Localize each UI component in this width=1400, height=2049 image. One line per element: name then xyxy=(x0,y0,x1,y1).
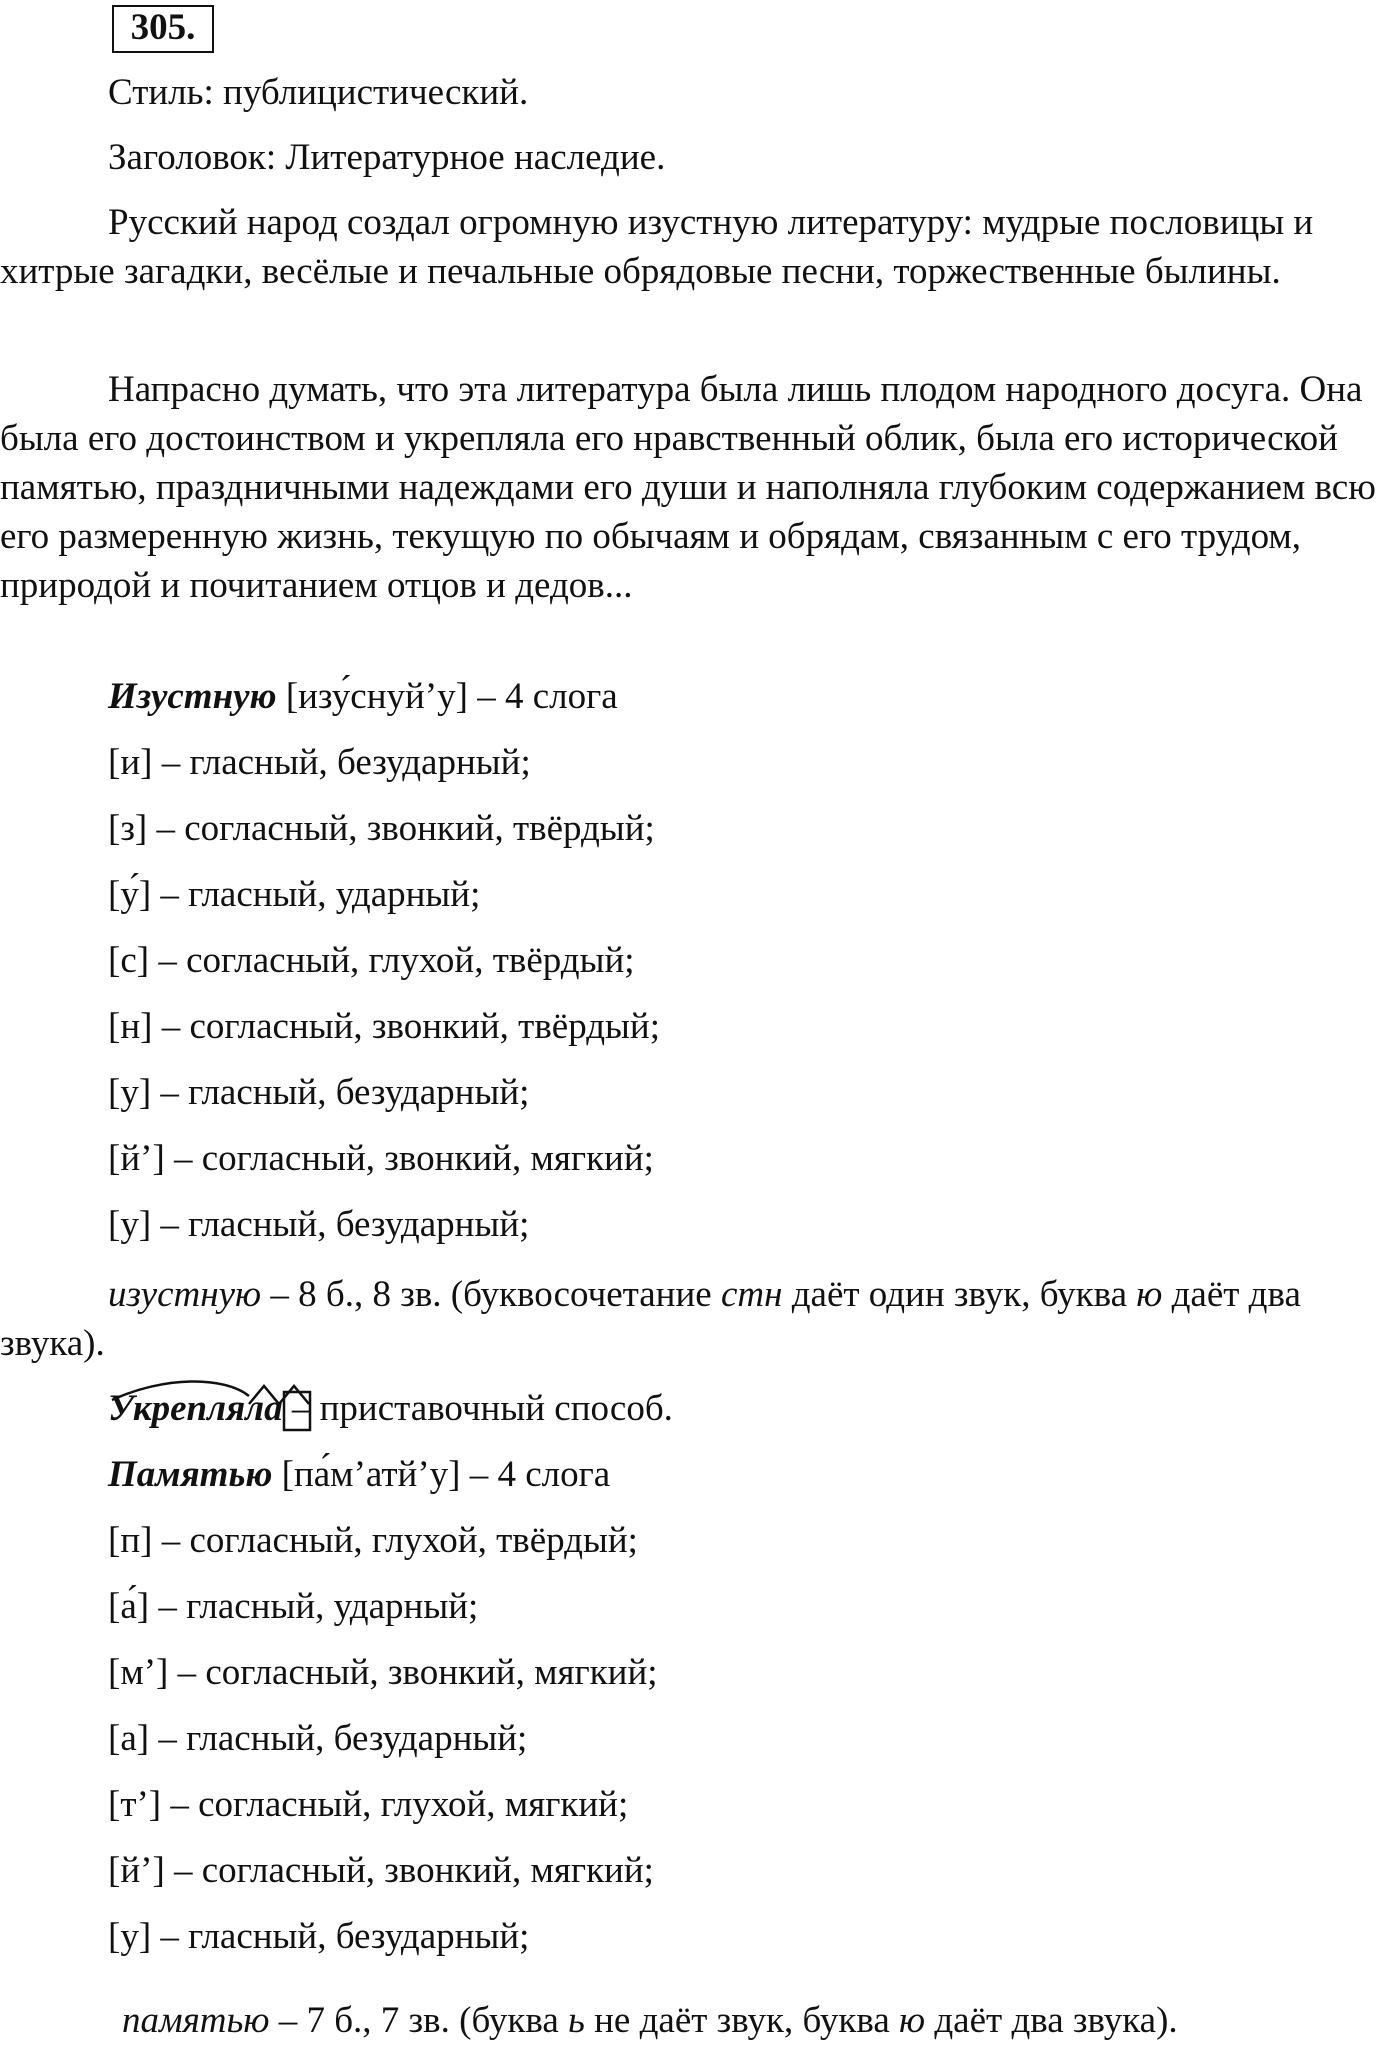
word1-summary-letters1: стн xyxy=(720,1274,783,1315)
word3-summary xyxy=(122,1996,1392,2045)
word3-summary-letters2: ю xyxy=(899,2000,926,2041)
word3-summary-word: памятью xyxy=(122,2000,270,2041)
morpheme-marks xyxy=(104,1378,319,1434)
word1-sound-1: [и] – гласный, безударный; xyxy=(108,742,531,783)
word3-summary-letters1: ь xyxy=(568,2000,585,2041)
word1-sound-6: [у] – гласный, безударный; xyxy=(108,1072,530,1113)
word1-sound-2: [з] – согласный, звонкий, твёрдый; xyxy=(108,808,655,849)
word3-sound-3: [м’] – согласный, звонкий, мягкий; xyxy=(108,1652,658,1693)
style-line: Стиль: публицистический. xyxy=(108,72,529,113)
word1-summary-part3: даёт два звука). xyxy=(0,1274,1301,1364)
word3-sound-1: [п] – согласный, глухой, твёрдый; xyxy=(108,1520,638,1561)
paragraph-2: Напрасно думать, что эта литература была лишь плодом народного досуга. Она была его достоинством и укрепляла его нравственный облик, была его исторической памятью, праздничными надеждами его души и наполняла глубоким содержанием всю его размеренную жизнь, текущую по обычаям и обрядам, связанным с его трудом, природой и почитанием отцов и дедов... xyxy=(0,369,1376,606)
word3-word: Памятью xyxy=(108,1454,273,1495)
word3-heading xyxy=(108,1450,1398,1499)
word1-summary-part1: – 8 б., 8 зв. (буквосочетание xyxy=(261,1274,721,1315)
word1-word: Изустную xyxy=(108,676,277,717)
title-line: Заголовок: Литературное наследие. xyxy=(108,137,666,178)
suffix-mark xyxy=(249,1386,309,1404)
morpheme-analysis xyxy=(108,1384,283,1433)
word3-sound-4: [а] – гласный, безударный; xyxy=(108,1718,528,1759)
word3-sound-2: [а́] – гласный, ударный; xyxy=(108,1586,479,1627)
ending-box xyxy=(284,1392,310,1430)
word1-sound-7: [й’] – согласный, звонкий, мягкий; xyxy=(108,1138,654,1179)
word3-summary-part3: даёт два звука). xyxy=(925,2000,1178,2041)
word3-summary-part1: – 7 б., 7 зв. (буква xyxy=(269,2000,568,2041)
word2-line xyxy=(108,1384,1398,1433)
word1-sound-4: [с] – согласный, глухой, твёрдый; xyxy=(108,940,635,981)
word1-sound-5: [н] – согласный, звонкий, твёрдый; xyxy=(108,1006,660,1047)
root-arc xyxy=(112,1381,249,1400)
word3-summary-part2: не даёт звук, буква xyxy=(584,2000,900,2041)
word3-sound-6: [й’] – согласный, звонкий, мягкий; xyxy=(108,1850,654,1891)
word3-transcription: [па́м’атй’у] – 4 слога xyxy=(272,1454,611,1495)
word2-word: Укрепляла xyxy=(108,1388,283,1429)
word3-sound-5: [т’] – согласный, глухой, мягкий; xyxy=(108,1784,629,1825)
exercise-number: 305. xyxy=(112,5,214,53)
word1-summary xyxy=(0,1270,1400,1368)
word1-summary-word: изустную xyxy=(108,1274,262,1315)
word1-transcription: [изу́снуй’у] – 4 слога xyxy=(276,676,618,717)
word1-heading xyxy=(108,672,1398,721)
paragraph-1: Русский народ создал огромную изустную литературу: мудрые пословицы и хитрые загадки, весёлые и печальные обрядовые песни, торжественные былины. xyxy=(0,202,1314,292)
word1-sound-3: [у́] – гласный, ударный; xyxy=(108,874,481,915)
word1-summary-part2: даёт один звук, буква xyxy=(782,1274,1137,1315)
word2-method: – приставочный способ. xyxy=(282,1388,673,1429)
word1-sound-8: [у] – гласный, безударный; xyxy=(108,1204,530,1245)
word3-sound-7: [у] – гласный, безударный; xyxy=(108,1916,530,1957)
word1-summary-letters2: ю xyxy=(1136,1274,1163,1315)
